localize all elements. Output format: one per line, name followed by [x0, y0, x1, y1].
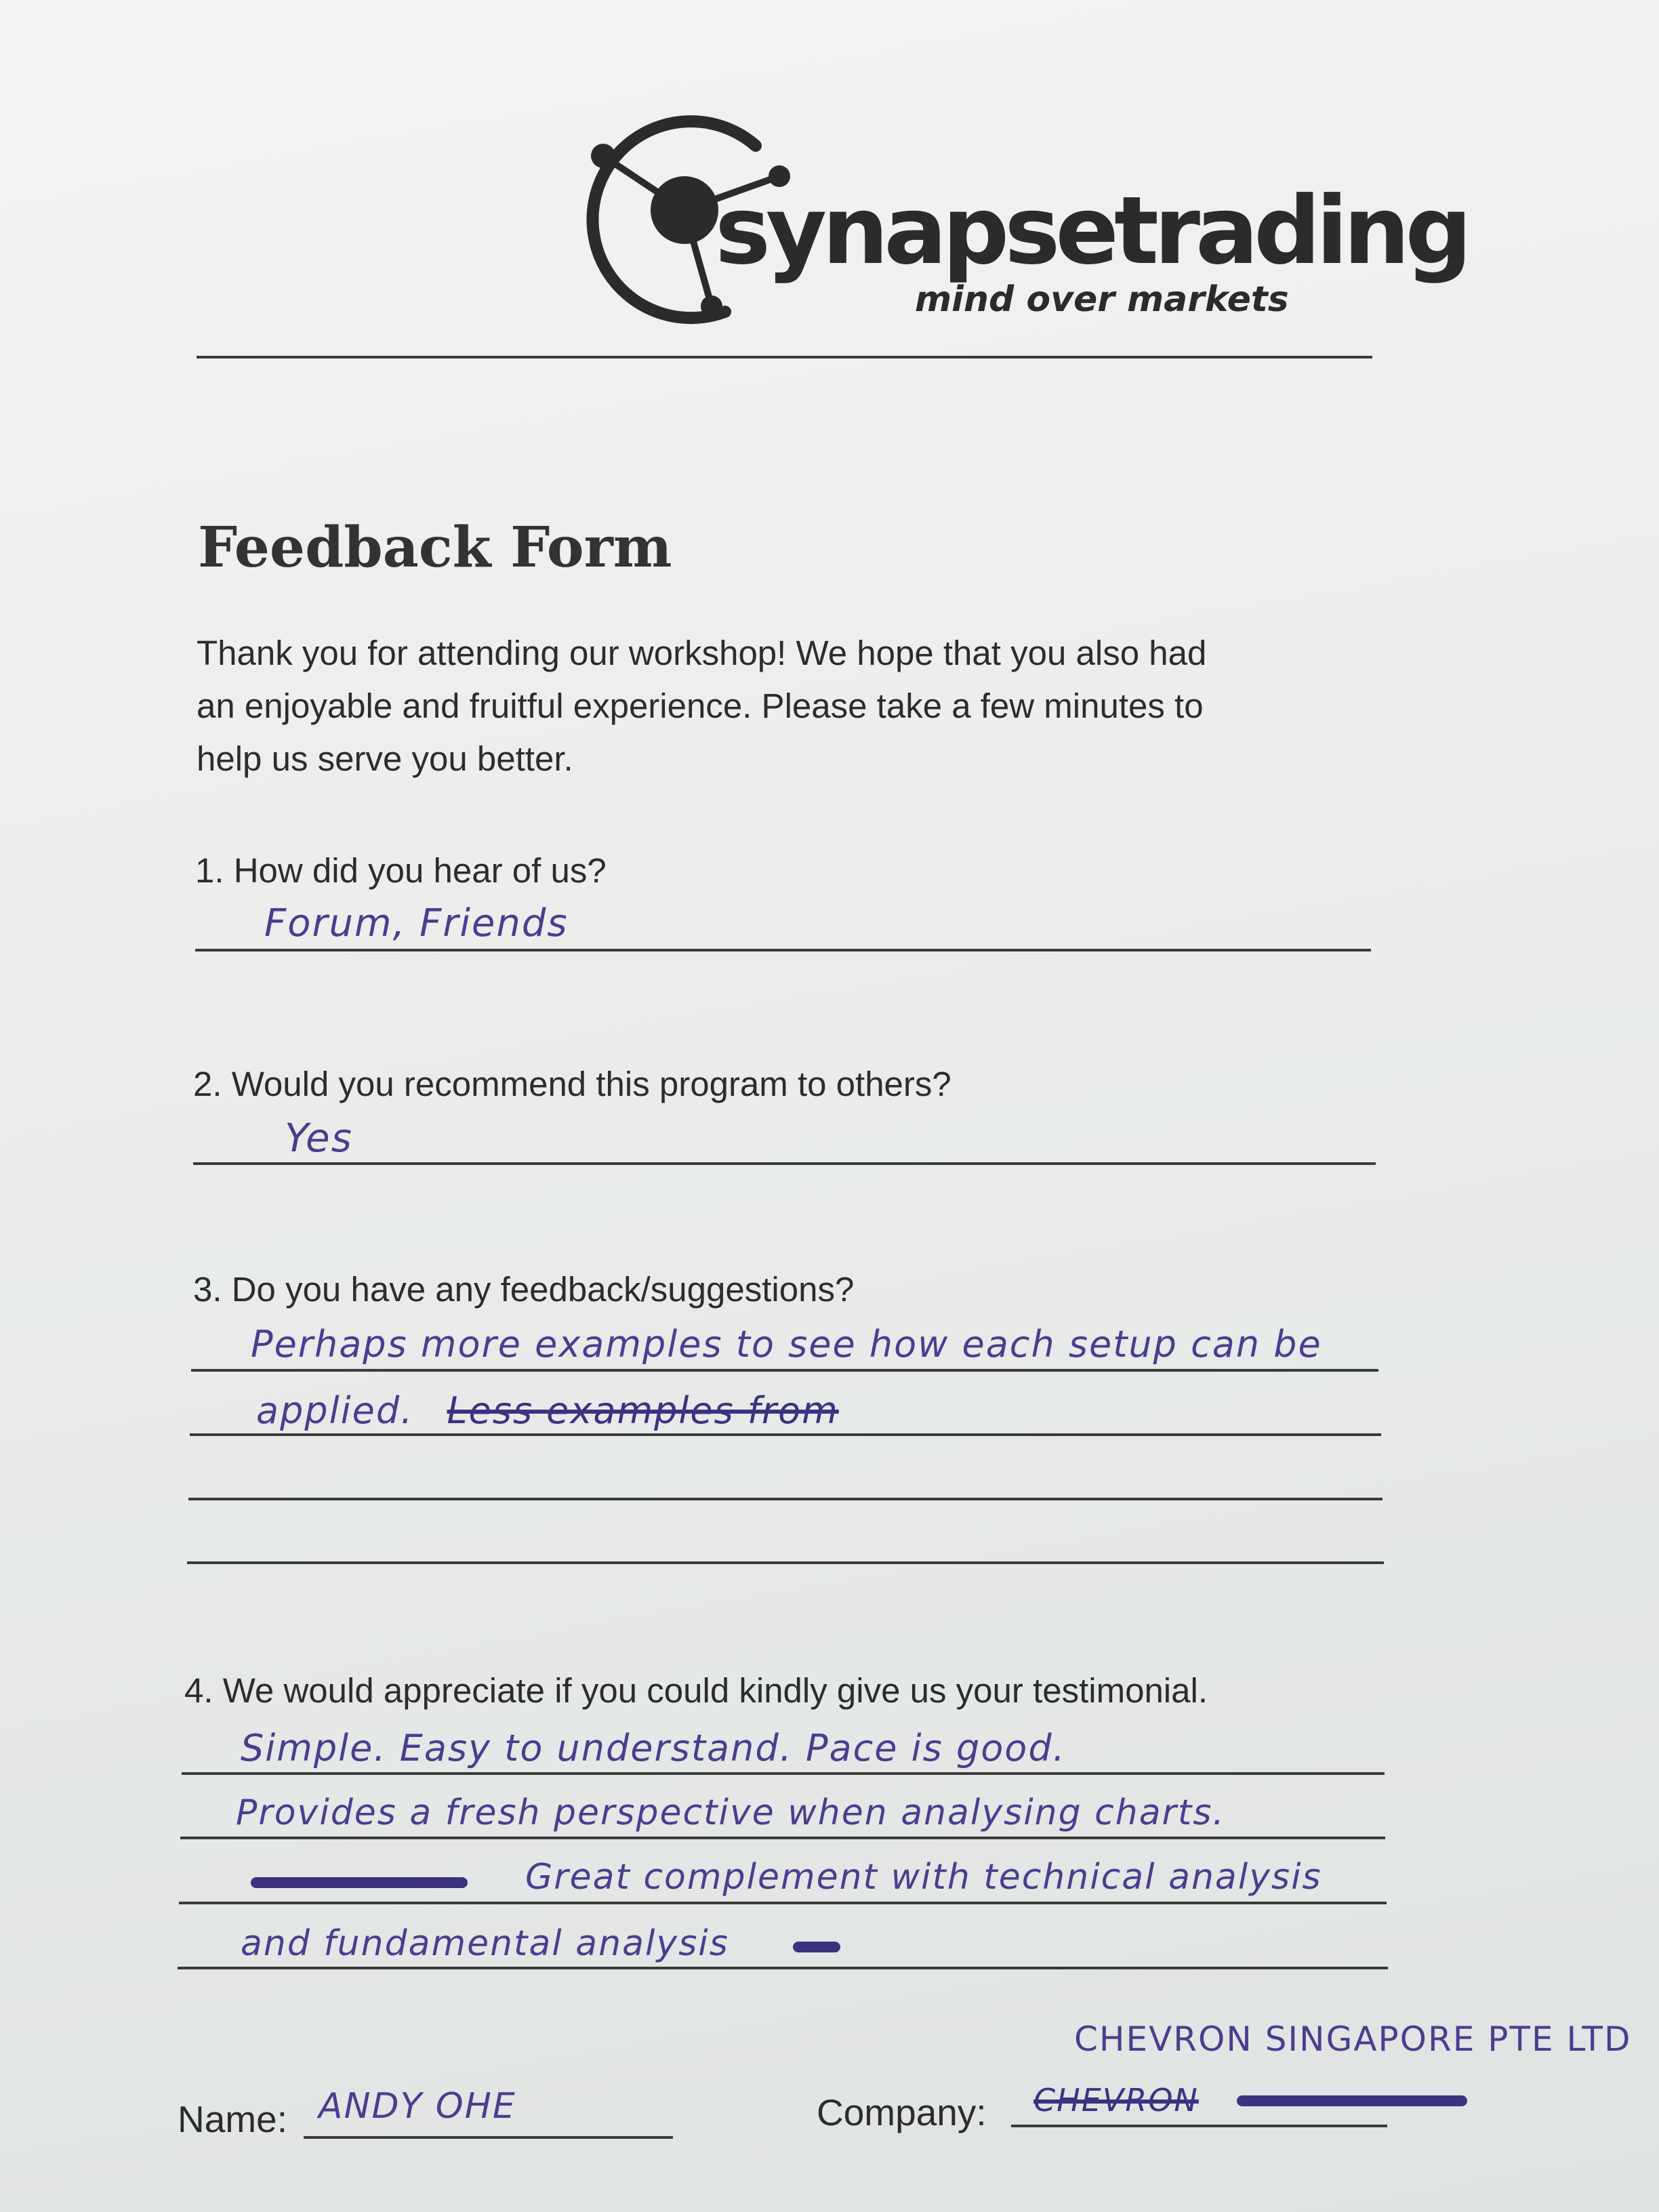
question-2-answer[interactable]: Yes	[285, 1115, 353, 1161]
question-4-answer-line-1[interactable]: Simple. Easy to understand. Pace is good.	[241, 1727, 1066, 1769]
name-label: Name:	[178, 2098, 287, 2140]
question-4-answer-line-4[interactable]: and fundamental analysis	[241, 1923, 729, 1964]
company-answer-extended[interactable]: CHEVRON SINGAPORE PTE LTD	[1074, 2020, 1632, 2059]
answer-line	[180, 1837, 1385, 1839]
question-1-answer[interactable]: Forum, Friends	[264, 901, 569, 945]
question-2-prompt: 2. Would you recommend this program to others?	[193, 1065, 951, 1103]
answer-line	[191, 1369, 1378, 1372]
company-field-line	[1011, 2125, 1387, 2127]
answer-line	[195, 949, 1371, 951]
page-title: Feedback Form	[198, 515, 672, 580]
question-3-answer-line-1[interactable]: Perhaps more examples to see how each setup can be	[251, 1323, 1322, 1366]
logo-tagline: mind over markets	[915, 279, 1289, 320]
answer-text: applied.	[256, 1389, 414, 1432]
intro-paragraph	[197, 627, 1389, 785]
question-3-prompt: 3. Do you have any feedback/suggestions?	[193, 1270, 855, 1309]
scribble-mark	[251, 1877, 468, 1888]
company-label: Company:	[817, 2091, 987, 2133]
intro-line: help us serve you better.	[197, 739, 573, 778]
intro-line: an enjoyable and fruitful experience. Please take a few minutes to	[197, 687, 1204, 725]
question-4-prompt: 4. We would appreciate if you could kindly give us your testimonial.	[184, 1671, 1208, 1710]
intro-line: Thank you for attending our workshop! We hope that you also had	[197, 634, 1207, 672]
name-field-value[interactable]: ANDY OHE	[319, 2086, 516, 2127]
answer-line	[188, 1498, 1382, 1500]
header-divider	[197, 356, 1372, 359]
logo-brand-text: synapsetrading	[715, 176, 1468, 285]
answer-line	[179, 1902, 1387, 1904]
struck-out-text: Less examples from	[447, 1389, 839, 1432]
question-4-answer-line-2[interactable]: Provides a fresh perspective when analysing charts.	[236, 1793, 1225, 1833]
answer-line	[182, 1772, 1385, 1775]
answer-line	[193, 1162, 1376, 1165]
scribble-mark	[1237, 2095, 1467, 2106]
answer-line	[190, 1433, 1381, 1436]
question-3-answer-line-2[interactable]	[256, 1389, 839, 1432]
answer-line	[178, 1967, 1388, 1969]
question-1-prompt: 1. How did you hear of us?	[195, 851, 607, 890]
company-struck-text: CHEVRON	[1033, 2082, 1199, 2118]
scribble-mark	[793, 1942, 840, 1952]
synapsetrading-logo	[576, 108, 1468, 332]
question-4-answer-line-3[interactable]: Great complement with technical analysis	[525, 1857, 1322, 1898]
answer-line	[187, 1561, 1384, 1564]
name-field-line	[304, 2136, 673, 2139]
